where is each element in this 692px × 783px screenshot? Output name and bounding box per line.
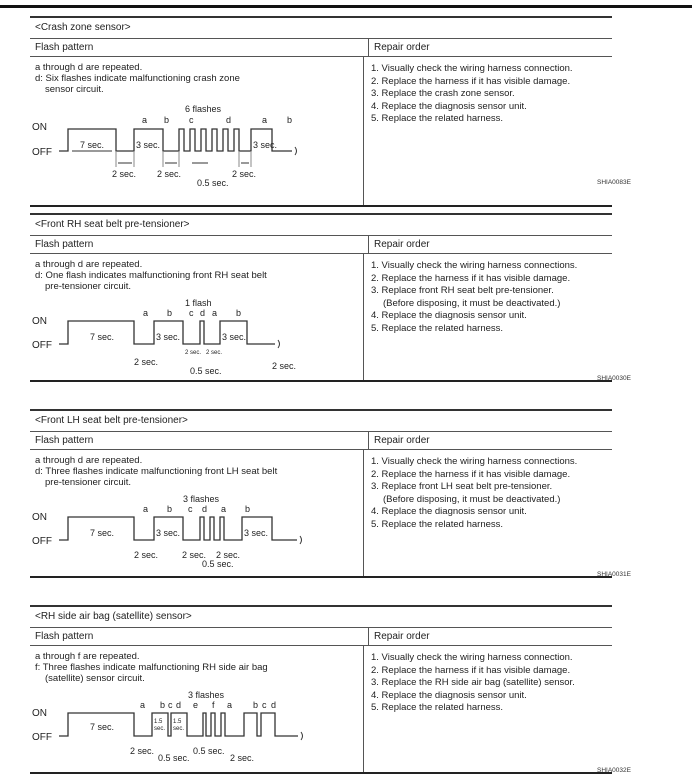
desc-line: d: Three flashes indicate malfunctioning front LH seat belt [35, 466, 278, 477]
section-title: <RH side air bag (satellite) sensor> [30, 605, 612, 628]
desc-line: a through d are repeated. [35, 62, 143, 73]
letter-c: c [262, 700, 267, 710]
section-rh-side-airbag-sensor [30, 605, 612, 772]
duration-3sec: 3 sec. [156, 528, 181, 538]
letter-b: b [160, 700, 166, 710]
letter-d: d [271, 700, 277, 710]
flash-pattern-header: Flash pattern [30, 628, 369, 645]
duration-0.5sec: 0.5 sec. [158, 753, 190, 763]
repair-step: 5. Replace the related harness. [371, 702, 504, 713]
letter-c: c [188, 504, 193, 514]
repair-step: 1. Visually check the wiring harness connection. [371, 63, 573, 74]
duration-sec: sec. [154, 726, 166, 732]
duration-3sec: 3 sec. [156, 332, 181, 342]
repair-step: 1. Visually check the wiring harness connection. [371, 652, 573, 663]
desc-line: sensor circuit. [45, 84, 104, 95]
repair-step: 1. Visually check the wiring harness connections. [371, 260, 578, 271]
duration-2sec: 2 sec. [230, 753, 255, 763]
duration-7sec: 7 sec. [90, 722, 115, 732]
flashes-label: 1 flash [185, 298, 212, 308]
off-label: OFF [32, 340, 52, 351]
letter-a: a [142, 115, 148, 125]
repair-step: 2. Replace the harness if it has visible damage. [371, 272, 571, 284]
letter-b: b [287, 115, 293, 125]
section-front-lh-pretensioner [30, 409, 612, 576]
letter-c: c [168, 700, 173, 710]
desc-line: d: Six flashes indicate malfunctioning crash zone [35, 73, 240, 84]
repair-step-note: (Before disposing, it must be deactivated.) [383, 297, 561, 309]
duration-7sec: 7 sec. [90, 528, 115, 538]
letter-a: a [212, 308, 218, 318]
letter-b: b [236, 308, 242, 318]
repair-order-list [364, 57, 612, 126]
letter-c: c [189, 308, 194, 318]
repair-step: 4. Replace the diagnosis sensor unit. [371, 310, 527, 321]
duration-3sec: 3 sec. [244, 528, 269, 538]
section-front-rh-pretensioner [30, 213, 612, 380]
letter-c: c [189, 115, 194, 125]
section-title: <Crash zone sensor> [30, 16, 612, 39]
section-crash-zone-sensor [30, 16, 612, 205]
section-title: <Front RH seat belt pre-tensioner> [30, 213, 612, 236]
repair-step: 5. Replace the related harness. [371, 322, 504, 334]
flash-description [30, 57, 363, 95]
column-headers [30, 628, 612, 646]
letter-b: b [167, 308, 173, 318]
off-label: OFF [32, 147, 52, 158]
column-headers [30, 39, 612, 57]
duration-2sec: 2 sec. [182, 550, 207, 560]
flash-pattern-header: Flash pattern [30, 432, 369, 449]
repair-step: 1. Visually check the wiring harness connections. [371, 456, 578, 467]
letter-a: a [262, 115, 268, 125]
letter-d: d [202, 504, 208, 514]
duration-0.5sec: 0.5 sec. [190, 366, 222, 376]
column-headers [30, 236, 612, 254]
section-title: <Front LH seat belt pre-tensioner> [30, 409, 612, 432]
letter-d: d [176, 700, 182, 710]
duration-2sec: 2 sec. [272, 361, 297, 371]
letter-b: b [167, 504, 173, 514]
repair-step: 3. Replace front LH seat belt pre-tensioner. [371, 481, 553, 492]
desc-line: pre-tensioner circuit. [45, 477, 132, 488]
desc-line: (satellite) sensor circuit. [45, 673, 145, 684]
flash-pattern-diagram [30, 690, 363, 774]
flash-pattern-header: Flash pattern [30, 236, 369, 253]
repair-step: 3. Replace the RH side air bag (satellite) sensor. [371, 677, 575, 688]
duration-0.5sec: 0.5 sec. [193, 746, 225, 756]
on-label: ON [32, 316, 47, 327]
duration-sec: sec. [173, 726, 185, 732]
letter-b: b [164, 115, 170, 125]
duration-2sec: 2 sec. [232, 169, 257, 179]
section-bottom-rule [30, 576, 612, 578]
flash-pattern-header: Flash pattern [30, 39, 369, 56]
column-headers [30, 432, 612, 450]
letter-a: a [143, 308, 149, 318]
duration-7sec: 7 sec. [80, 140, 105, 150]
desc-line: pre-tensioner circuit. [45, 281, 132, 292]
duration-0.5sec: 0.5 sec. [202, 559, 234, 569]
repair-step: 3. Replace the crash zone sensor. [371, 88, 515, 99]
repair-step: 5. Replace the related harness. [371, 518, 504, 530]
repair-step: 2. Replace the harness if it has visible damage. [371, 75, 571, 87]
repair-step: 2. Replace the harness if it has visible damage. [371, 664, 571, 676]
figure-id: SHIA0032E [597, 767, 631, 774]
duration-2sec: 2 sec. [112, 169, 137, 179]
repair-order-list [364, 646, 612, 715]
letter-b: b [253, 700, 259, 710]
desc-line: a through d are repeated. [35, 259, 143, 270]
figure-id: SHIA0031E [597, 571, 631, 578]
duration-2sec: 2 sec. [134, 357, 159, 367]
duration-0.5sec: 0.5 sec. [197, 178, 229, 188]
duration-3sec: 3 sec. [253, 140, 278, 150]
letter-a: a [227, 700, 233, 710]
repair-step: 4. Replace the diagnosis sensor unit. [371, 100, 527, 112]
duration-3sec: 3 sec. [136, 140, 161, 150]
letter-f: f [212, 700, 215, 710]
on-label: ON [32, 708, 47, 719]
section-bottom-rule [30, 380, 612, 382]
repair-step: 5. Replace the related harness. [371, 113, 504, 124]
flashes-label: 6 flashes [185, 104, 222, 114]
duration-1.5: 1.5 [154, 719, 163, 725]
flash-description [30, 646, 363, 684]
duration-2sec: 2 sec. [216, 550, 241, 560]
duration-7sec: 7 sec. [90, 332, 115, 342]
flash-pattern-diagram [30, 494, 363, 578]
repair-order-list [364, 450, 612, 531]
letter-b: b [245, 504, 251, 514]
letter-a: a [140, 700, 146, 710]
figure-id: SHIA0030E [597, 375, 631, 382]
letter-a: a [143, 504, 149, 514]
repair-step: 4. Replace the diagnosis sensor unit. [371, 689, 527, 701]
flash-pattern-diagram [30, 298, 363, 382]
on-label: ON [32, 512, 47, 523]
repair-order-header: Repair order [374, 239, 430, 250]
desc-line: a through f are repeated. [35, 651, 140, 662]
duration-2sec-small: 2 sec. [185, 350, 202, 356]
repair-step-note: (Before disposing, it must be deactivated.) [383, 493, 561, 505]
duration-2sec: 2 sec. [157, 169, 182, 179]
letter-a: a [221, 504, 227, 514]
duration-2sec: 2 sec. [130, 746, 155, 756]
section-bottom-rule [30, 205, 612, 207]
desc-line: d: One flash indicates malfunctioning front RH seat belt [35, 270, 267, 281]
flashes-label: 3 flashes [188, 690, 225, 700]
letter-d: d [200, 308, 206, 318]
repair-step: 4. Replace the diagnosis sensor unit. [371, 506, 527, 517]
letter-e: e [193, 700, 199, 710]
off-label: OFF [32, 732, 52, 743]
desc-line: a through d are repeated. [35, 455, 143, 466]
duration-2sec: 2 sec. [134, 550, 159, 560]
figure-id: SHIA0083E [597, 179, 631, 186]
on-label: ON [32, 122, 47, 133]
repair-order-header: Repair order [374, 631, 430, 642]
duration-2sec-small: 2 sec. [206, 350, 223, 356]
off-label: OFF [32, 536, 52, 547]
flash-pattern-diagram [30, 103, 363, 203]
flash-description [30, 450, 363, 488]
letter-d: d [226, 115, 232, 125]
desc-line: f: Three flashes indicate malfunctioning RH side air bag [35, 662, 268, 673]
flash-description [30, 254, 363, 292]
top-rule [0, 5, 692, 8]
repair-order-header: Repair order [374, 42, 430, 53]
duration-1.5: 1.5 [173, 719, 182, 725]
repair-order-header: Repair order [374, 435, 430, 446]
flashes-label: 3 flashes [183, 494, 220, 504]
repair-order-list [364, 254, 612, 335]
repair-step: 2. Replace the harness if it has visible damage. [371, 468, 571, 480]
section-bottom-rule [30, 772, 612, 774]
repair-step: 3. Replace front RH seat belt pre-tensioner. [371, 285, 554, 296]
duration-3sec: 3 sec. [222, 332, 247, 342]
